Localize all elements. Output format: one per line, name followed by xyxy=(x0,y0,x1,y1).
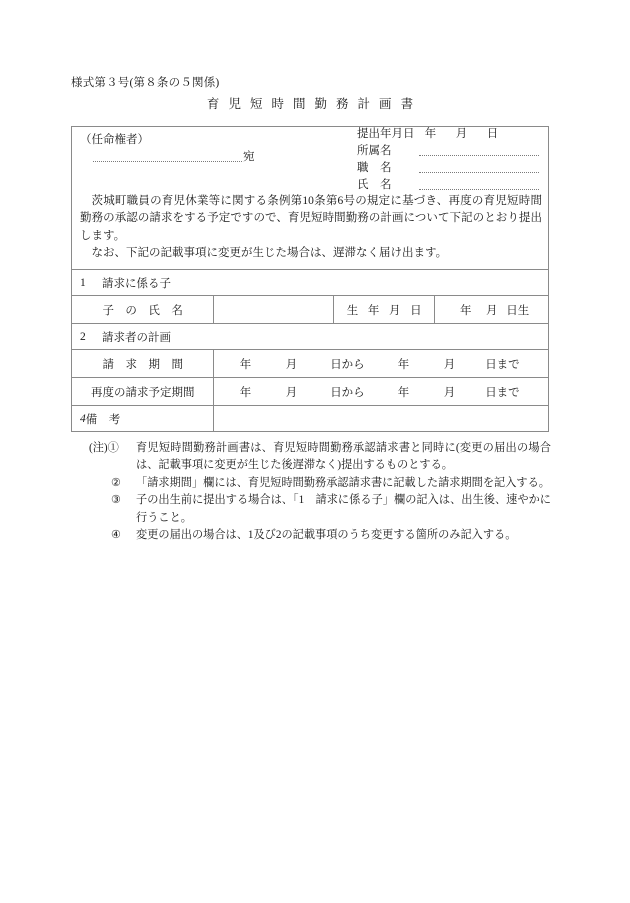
child-info-row xyxy=(72,295,548,323)
note-marker: ③ xyxy=(111,494,122,507)
addressee-suffix: 宛 xyxy=(243,151,255,163)
submitter-info xyxy=(357,125,543,193)
replanned-period-label: 再度の請求予定期間 xyxy=(72,378,214,405)
name-input[interactable] xyxy=(419,189,539,190)
replanned-period-to-year: 年 xyxy=(397,386,410,399)
department-label: 所属名 xyxy=(357,145,392,157)
replanned-period-to-day: 日まで xyxy=(485,386,520,399)
replanned-period-from-year: 年 xyxy=(239,386,252,399)
department-row xyxy=(357,142,543,159)
replanned-period-row xyxy=(72,377,548,405)
name-row xyxy=(357,176,543,193)
section-1-label xyxy=(72,270,548,295)
title-char: 計 xyxy=(357,97,371,111)
addressee-field[interactable] xyxy=(93,149,260,164)
note-text: 育児短時間勤務計画書は、育児短時間勤務承認請求書と同時に(変更の届出の場合は、記載事項に変更が生じた後遅滞なく)提出するものとする。 xyxy=(136,442,551,472)
request-period-row xyxy=(72,349,548,377)
request-period-from-month: 月 xyxy=(285,358,298,371)
submit-date-row xyxy=(357,125,543,142)
section-1-text: 請求に係る子 xyxy=(102,277,171,290)
section-2-header xyxy=(72,323,548,349)
title-char: 務 xyxy=(336,97,349,111)
name-label: 氏 名 xyxy=(357,179,392,191)
note-item xyxy=(89,440,551,475)
job-title-input[interactable] xyxy=(419,172,539,173)
replanned-period-from-month: 月 xyxy=(285,386,298,399)
request-period-from-day: 日から xyxy=(330,358,365,371)
note-marker: ④ xyxy=(111,529,122,542)
note-item xyxy=(89,492,551,527)
submit-date-label: 提出年月日 xyxy=(357,128,415,140)
form-frame xyxy=(71,126,549,432)
note-text: 子の出生前に提出する場合は、「1 請求に係る子」欄の記入は、出生後、速やかに行うこと。 xyxy=(136,494,551,524)
remarks-input[interactable] xyxy=(214,406,548,431)
department-input[interactable] xyxy=(419,155,539,156)
addressee-dotted-line xyxy=(93,161,242,162)
remarks-text: 備 考 xyxy=(85,413,121,426)
remarks-number: 4 xyxy=(80,412,86,425)
child-name-label: 子 の 氏 名 xyxy=(72,296,214,323)
submit-date-year: 年 xyxy=(424,128,437,140)
body-paragraph-2: なお、下記の記載事項に変更が生じた場合は、遅滞なく届け出ます。 xyxy=(91,247,448,260)
request-period-to-day: 日まで xyxy=(485,358,520,371)
note-marker: (注)① xyxy=(89,442,119,454)
replanned-period-input[interactable] xyxy=(214,378,548,405)
title-char: 書 xyxy=(400,97,414,111)
body-text xyxy=(80,193,542,263)
notes-list xyxy=(89,440,551,544)
title-char: 児 xyxy=(228,97,241,111)
job-title-row xyxy=(357,159,543,176)
submit-date-day: 日 xyxy=(486,128,499,140)
section-1-number: 1 xyxy=(80,276,86,289)
remarks-row xyxy=(72,405,548,431)
note-text: 変更の届出の場合は、1及び2の記載事項のうち変更する箇所のみ記入する。 xyxy=(136,529,517,542)
page-title xyxy=(71,94,549,112)
section-2-number: 2 xyxy=(80,330,86,343)
request-period-input[interactable] xyxy=(214,350,548,377)
identification-block xyxy=(72,127,548,269)
submit-date-month: 月 xyxy=(455,128,468,140)
replanned-period-to-month: 月 xyxy=(443,386,456,399)
remarks-label xyxy=(72,406,214,431)
request-period-label: 請 求 期 間 xyxy=(72,350,214,377)
title-char: 画 xyxy=(379,97,392,111)
note-item xyxy=(89,527,551,544)
request-period-to-year: 年 xyxy=(397,358,410,371)
title-char: 育 xyxy=(206,97,220,111)
title-char: 間 xyxy=(292,97,306,111)
child-name-input[interactable] xyxy=(214,296,334,323)
title-char: 短 xyxy=(249,97,263,111)
title-char: 勤 xyxy=(314,97,328,111)
form-number: 様式第３号(第８条の５関係) xyxy=(71,77,220,89)
title-char: 時 xyxy=(271,97,284,111)
child-dob-input[interactable]: 年 月 日生 xyxy=(460,304,530,317)
section-2-text: 請求者の計画 xyxy=(102,331,171,344)
submit-date-value[interactable] xyxy=(415,125,508,141)
appointer-label: （任命権者） xyxy=(80,134,149,146)
child-dob-label: 生 年 月 日 xyxy=(334,296,436,323)
request-period-from-year: 年 xyxy=(239,358,252,371)
note-item xyxy=(89,475,551,492)
section-1-header xyxy=(72,269,548,295)
section-2-label xyxy=(72,324,548,349)
note-text: 「請求期間」欄には、育児短時間勤務承認請求書に記載した請求期間を記入する。 xyxy=(136,476,550,489)
request-period-to-month: 月 xyxy=(443,358,456,371)
note-marker: ② xyxy=(111,476,122,489)
job-title-label: 職 名 xyxy=(357,162,392,174)
body-paragraph-1: 茨城町職員の育児休業等に関する条例第10条第6号の規定に基づき、再度の育児短時間勤務の承認の請求をする予定ですので、育児短時間勤務の計画について下記のとおり提出します。 xyxy=(80,195,542,242)
replanned-period-from-day: 日から xyxy=(330,386,365,399)
